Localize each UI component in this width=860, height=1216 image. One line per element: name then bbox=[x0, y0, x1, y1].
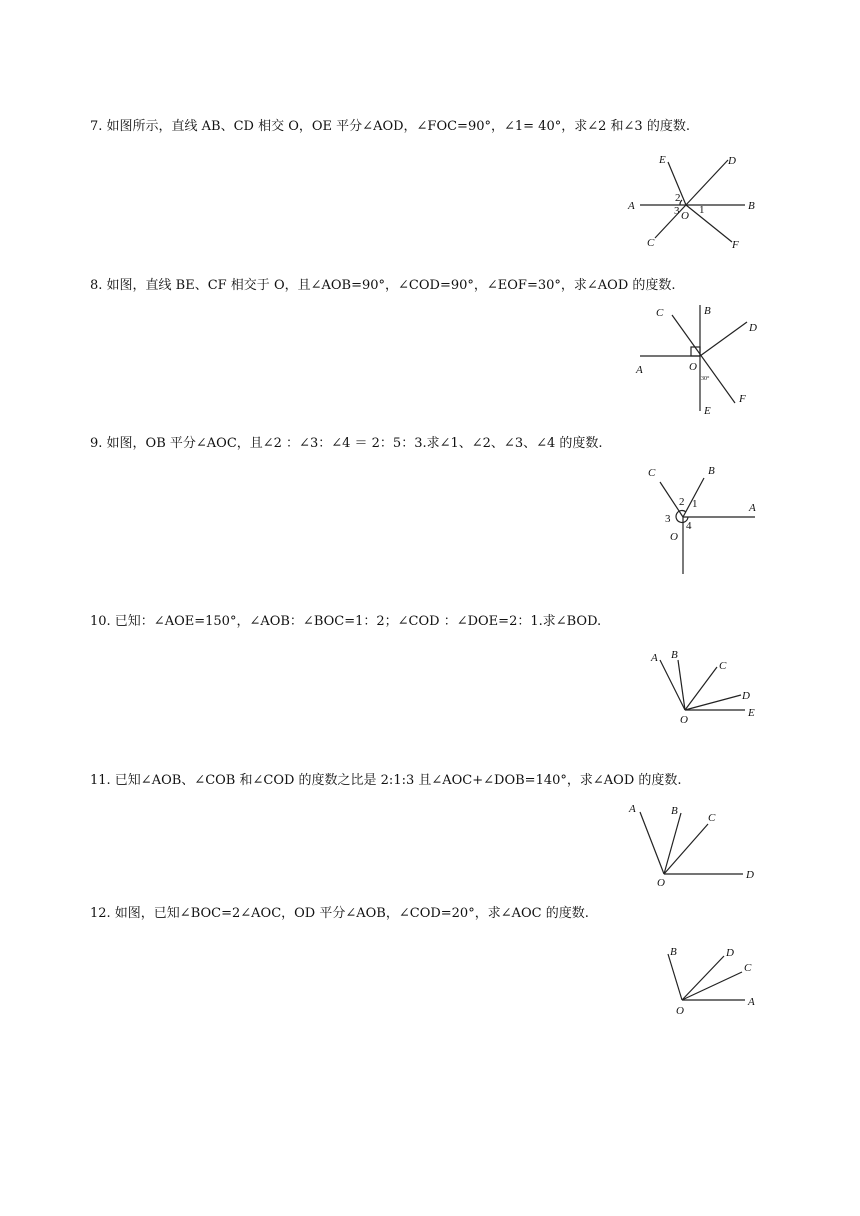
ray-oc bbox=[682, 972, 742, 1000]
label-b: B bbox=[748, 200, 755, 212]
label-d: D bbox=[728, 155, 736, 167]
label-d: D bbox=[746, 869, 754, 881]
label-o: O bbox=[681, 210, 689, 222]
label-c: C bbox=[744, 962, 752, 974]
label-f: F bbox=[732, 239, 739, 251]
label-o: O bbox=[689, 361, 697, 373]
label-o: O bbox=[676, 1005, 684, 1017]
problem-8-text: 8. 如图，直线 BE、CF 相交于 O，且∠AOB=90°，∠COD=90°，∠EOF=30°，求∠AOD 的度数. bbox=[90, 278, 676, 293]
problem-11-text: 11. 已知∠AOB、∠COB 和∠COD 的度数之比是 2:1:3 且∠AOC+∠DOB=140°，求∠AOD 的度数. bbox=[90, 773, 682, 788]
label-a: A bbox=[628, 200, 635, 212]
angle-label-1: 1 bbox=[699, 204, 705, 216]
problem-9-figure bbox=[640, 460, 770, 578]
label-b: B bbox=[670, 946, 677, 958]
label-o: O bbox=[670, 531, 678, 543]
ray-oa bbox=[640, 812, 664, 874]
ray-od bbox=[682, 956, 724, 1000]
label-b: B bbox=[671, 649, 678, 661]
label-c: C bbox=[719, 660, 727, 672]
problem-10-figure bbox=[645, 645, 770, 730]
ray-ob bbox=[668, 954, 682, 1000]
label-o: O bbox=[680, 714, 688, 726]
label-a: A bbox=[749, 502, 756, 514]
label-o: O bbox=[657, 877, 665, 889]
problem-10-text: 10. 已知：∠AOE=150°，∠AOB：∠BOC=1：2；∠COD ：∠DOE=2：1.求∠BOD. bbox=[90, 614, 602, 629]
label-b: B bbox=[708, 465, 715, 477]
line-cd bbox=[655, 160, 728, 238]
label-a: A bbox=[748, 996, 755, 1008]
label-e: E bbox=[748, 707, 755, 719]
angle-label-3: 3 bbox=[665, 513, 671, 525]
ray-od bbox=[685, 695, 741, 710]
label-d: D bbox=[726, 947, 734, 959]
label-d: D bbox=[742, 690, 750, 702]
label-b: B bbox=[704, 305, 711, 317]
problem-12-text: 12. 如图，已知∠BOC=2∠AOC，OD 平分∠AOB，∠COD=20°，求∠AOC 的度数. bbox=[90, 906, 589, 921]
angle-label-3: 3 bbox=[674, 205, 680, 217]
problem-7-text: 7. 如图所示，直线 AB、CD 相交 O，OE 平分∠AOD，∠FOC=90°，∠1= 40°，求∠2 和∠3 的度数. bbox=[90, 119, 690, 134]
label-c: C bbox=[656, 307, 664, 319]
label-e: E bbox=[659, 154, 666, 166]
angle-label-4: 4 bbox=[686, 520, 692, 532]
label-c: C bbox=[647, 237, 655, 249]
label-a: A bbox=[636, 364, 643, 376]
angle-label-30: 30° bbox=[701, 376, 710, 382]
problem-11-figure bbox=[625, 795, 765, 890]
label-b: B bbox=[671, 805, 678, 817]
ray-of bbox=[686, 205, 732, 242]
line-cf bbox=[672, 315, 735, 403]
label-c: C bbox=[708, 812, 716, 824]
ray-od bbox=[700, 322, 747, 356]
ray-oc bbox=[685, 667, 717, 710]
angle-label-1: 1 bbox=[692, 498, 698, 510]
label-a: A bbox=[651, 652, 658, 664]
angle-label-2: 2 bbox=[675, 192, 681, 204]
label-a: A bbox=[629, 803, 636, 815]
label-e: E bbox=[704, 405, 711, 417]
problem-12-figure bbox=[660, 940, 770, 1020]
angle-label-2: 2 bbox=[679, 496, 685, 508]
problem-8-figure bbox=[630, 303, 770, 418]
problem-7-figure bbox=[620, 150, 770, 255]
problem-9-text: 9. 如图，OB 平分∠AOC，且∠2 ：∠3：∠4 ＝ 2：5：3.求∠1、∠2、∠3、∠4 的度数. bbox=[90, 436, 603, 451]
label-f: F bbox=[739, 393, 746, 405]
label-d: D bbox=[749, 322, 757, 334]
label-c: C bbox=[648, 467, 656, 479]
